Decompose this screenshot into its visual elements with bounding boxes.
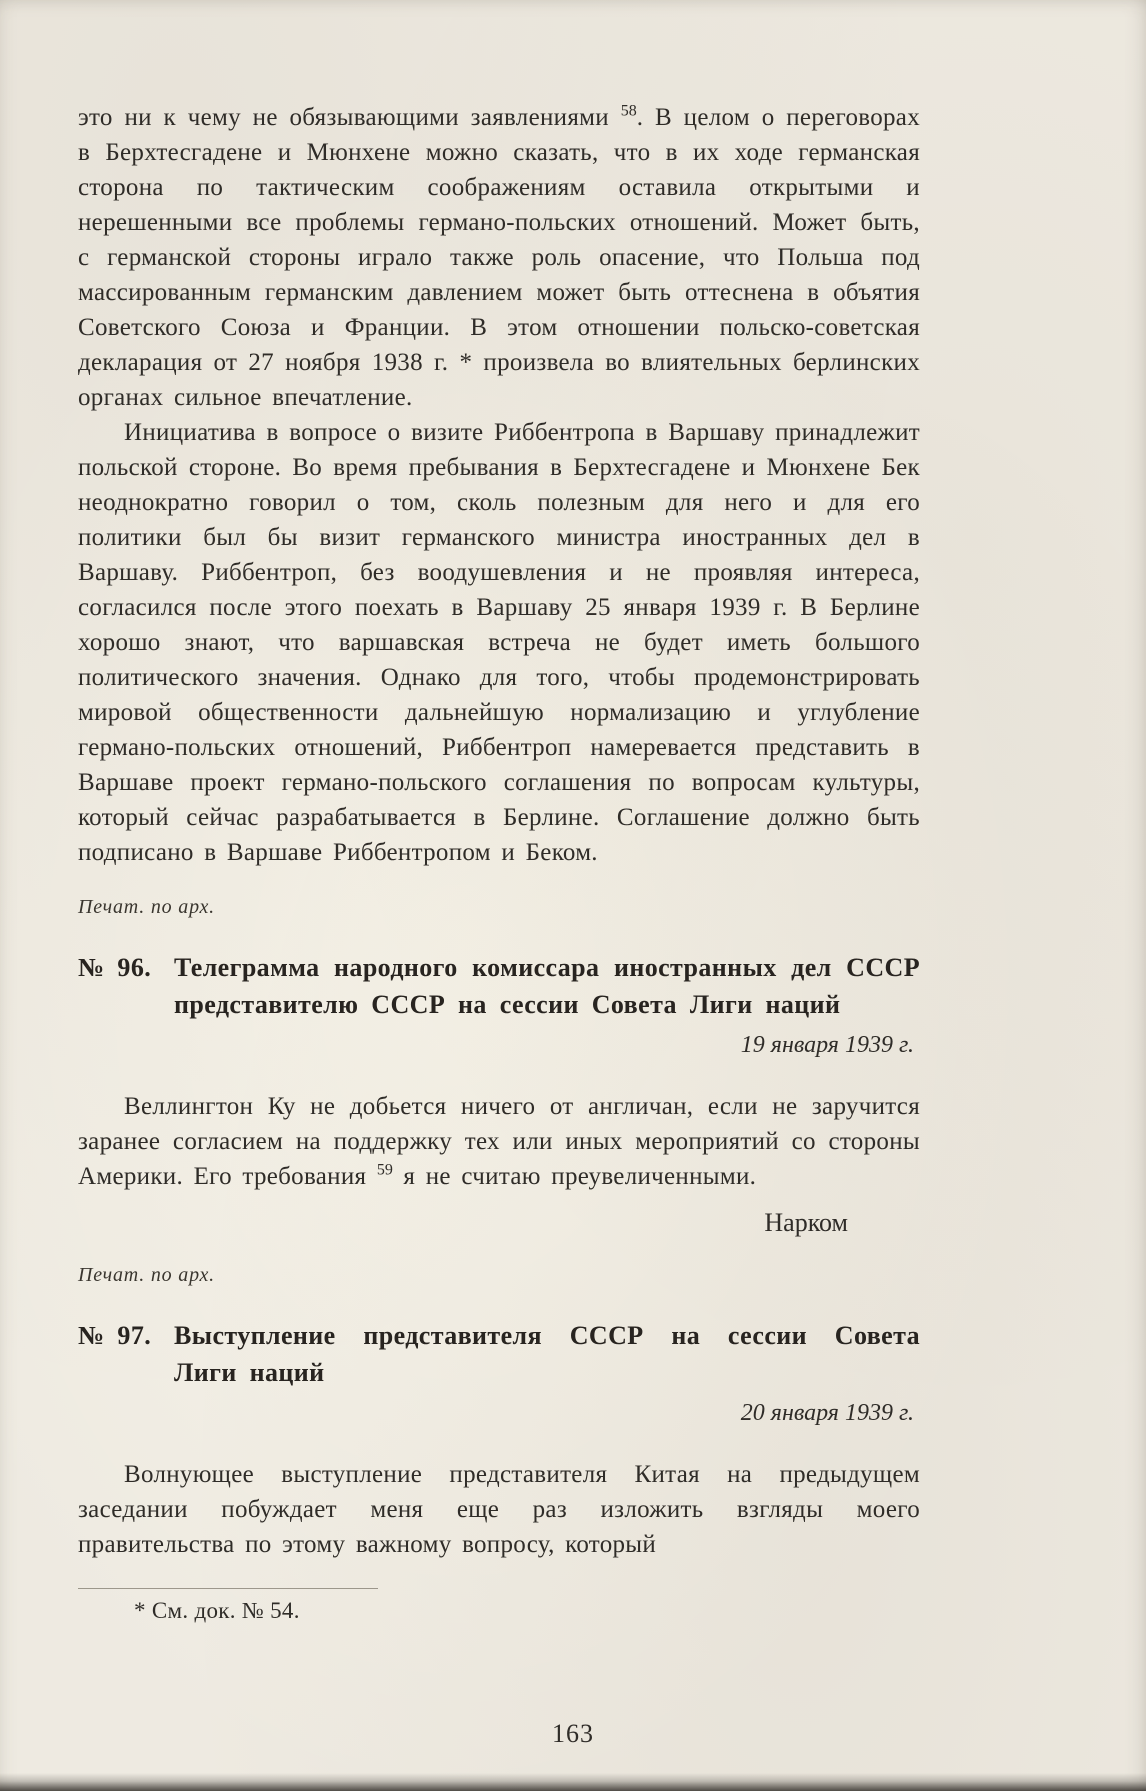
- body-paragraph-2: Инициатива в вопросе о визите Риббентропа в Варшаву принадлежит польской стороне. Во время пребывания в Берхтесгадене и Мюнхене Бек неоднократно говорил о том, сколь полезным для него и для его политики был бы визит германского министра иностранных дел в Варшаву. Риббентроп, без воодушевления и не проявляя интереса, согласился после этого поехать в Варшаву 25 января 1939 г. В Берлине хорошо знают, что варшавская встреча не будет иметь большого политического значения. Однако для того, чтобы продемонстрировать мировой общественности дальнейшую нормализацию и углубление германо-польских отношений, Риббентроп намеревается представить в Варшаве проект германо-польского соглашения по вопросам культуры, который сейчас разрабатывается в Берлине. Соглашение должно быть подписано в Варшаве Риббентропом и Беком.: [78, 419, 920, 866]
- footnote-ref-58: 58: [620, 102, 637, 120]
- doc-96-title: Телеграмма народного комиссара иностранных дел СССР представителю СССР на сессии Совета Лиги наций: [174, 953, 920, 1019]
- body-paragraph-1: [78, 100, 920, 415]
- paragraph-text: я не считаю преувеличенными.: [392, 1163, 757, 1190]
- footnote: * См. док. № 54.: [134, 1598, 300, 1623]
- doc-97-number: № 97.: [78, 1321, 152, 1350]
- doc-97-date: 20 января 1939 г.: [740, 1400, 914, 1426]
- source-note: Печат. по арх.: [78, 896, 215, 918]
- doc-96-body: [78, 1089, 920, 1194]
- source-note: Печат. по арх.: [78, 1264, 215, 1286]
- doc-97-body: Волнующее выступление представителя Китая на предыдущем заседании побуждает меня еще раз изложить взгляды моего правительства по этому важному вопросу, который: [78, 1461, 920, 1558]
- paragraph-text: Веллингтон Ку не добьется ничего от англичан, если не заручится заранее согласием на поддержку тех или иных мероприятий со стороны Америки. Его требования: [78, 1093, 920, 1190]
- paragraph-text: это ни к чему не обязывающими заявлениями: [78, 104, 621, 131]
- doc-96-heading: [78, 949, 920, 1023]
- signature-narkom: Нарком: [764, 1208, 848, 1237]
- footnote-block: [78, 1588, 920, 1627]
- footnote-ref-59: 59: [376, 1161, 393, 1179]
- doc-96-date: 19 января 1939 г.: [740, 1032, 914, 1058]
- paragraph-text: . В целом о переговорах в Берхтесгадене и Мюнхене можно сказать, что в их ходе германская сторона по тактическим соображениям оставила открытыми и нерешенными все проблемы германо-польских отношений. Может быть, с германской стороны играло также роль опасение, что Польша под массированным германским давлением может быть оттеснена в объятия Советского Союза и Франции. В этом отношении польско-советская декларация от 27 ноября 1938 г. * произвела во влиятельных берлинских органах сильное впечатление.: [78, 104, 920, 411]
- doc-96-number: № 96.: [78, 953, 152, 982]
- footnote-rule: [78, 1588, 378, 1589]
- scan-edge-shadow: [0, 1773, 1146, 1791]
- page-number: 163: [552, 1719, 594, 1748]
- doc-97-title: Выступление представителя СССР на сессии Совета Лиги наций: [174, 1321, 920, 1387]
- doc-97-heading: [78, 1317, 920, 1391]
